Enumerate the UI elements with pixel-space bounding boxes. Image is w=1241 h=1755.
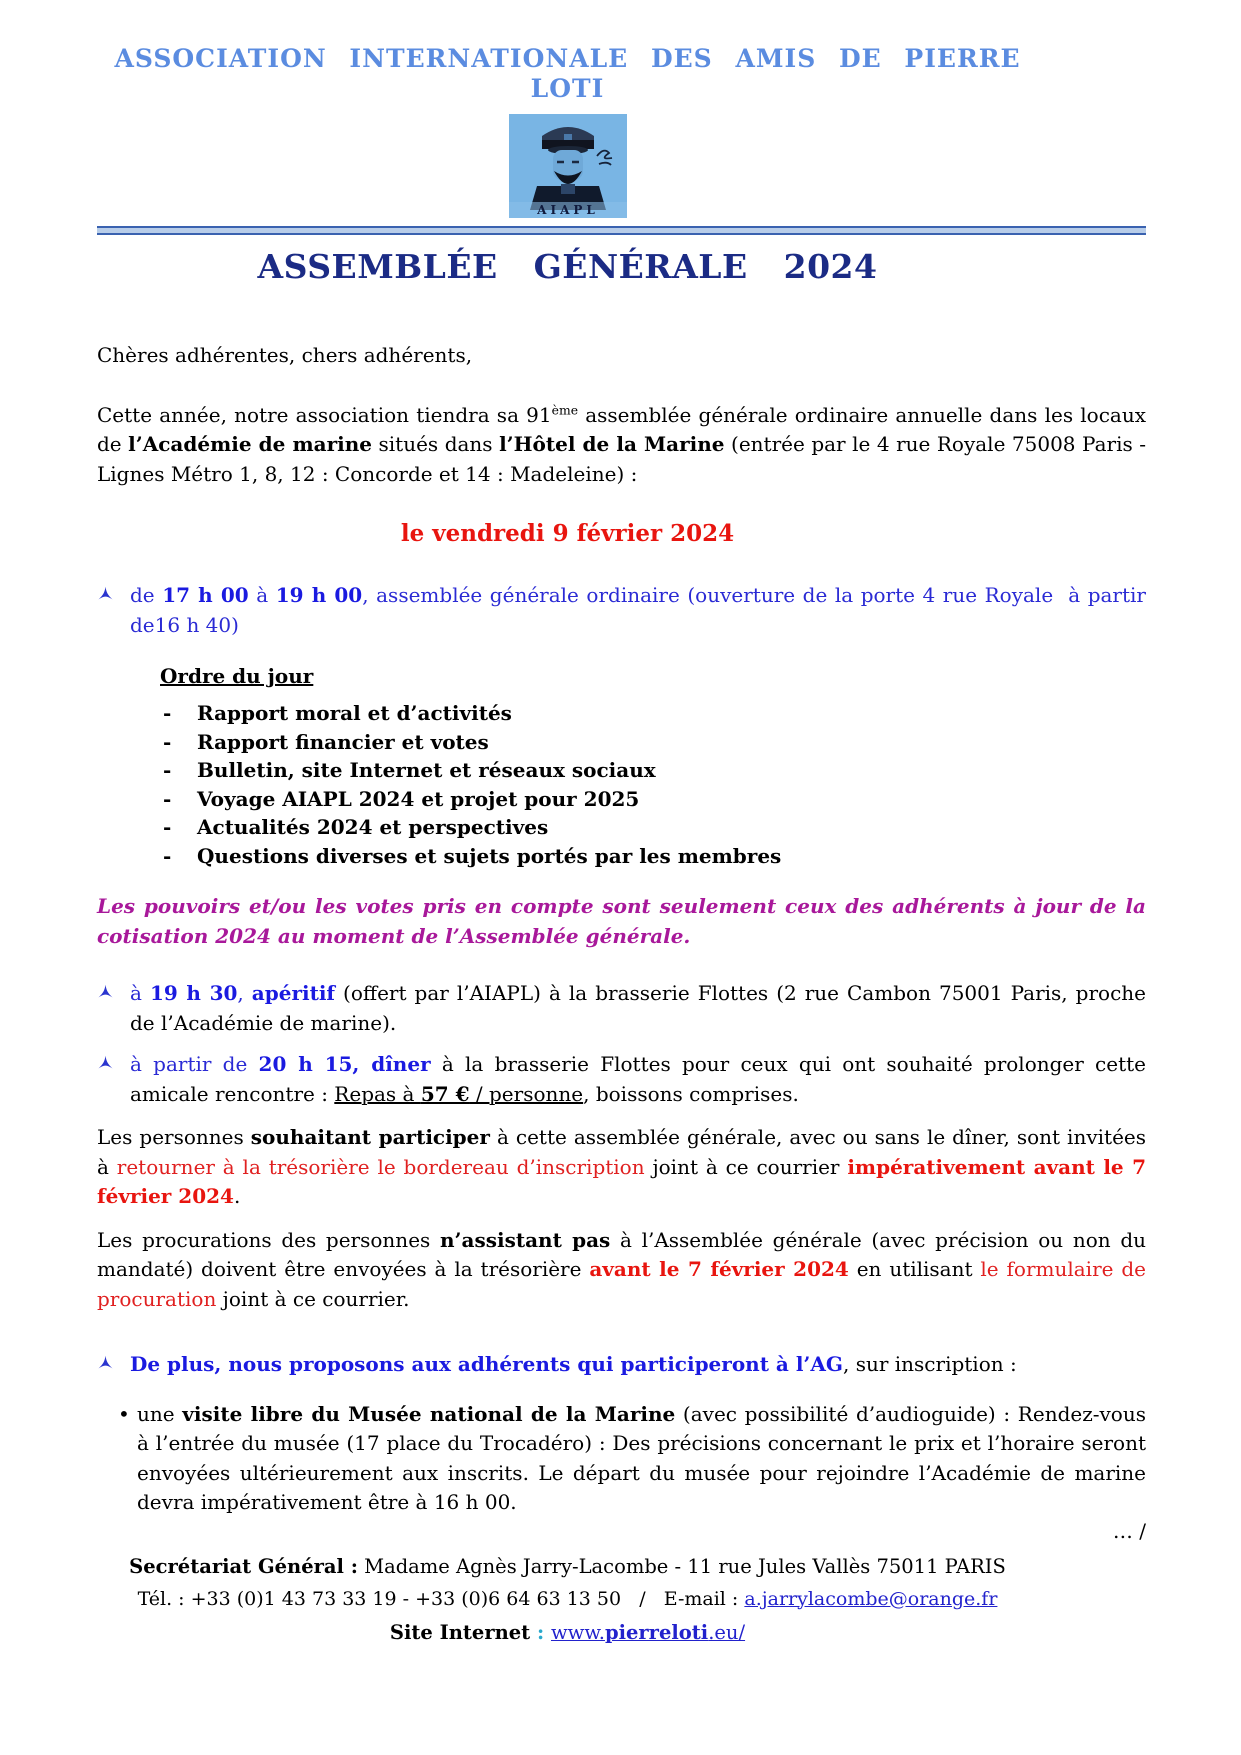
text-segment: Tél. : +33 (0)1 43 73 33 19 - +33 (0)6 64 63 13 50 / E-mail : [137,1587,745,1610]
text-segment: à [130,981,150,1005]
text-segment: 19 h 00 [275,583,363,607]
text-segment: joint à ce courrier [644,1154,848,1179]
salutation-text: Chères adhérentes, chers adhérents, [97,343,473,367]
votes-notice-text: Les pouvoirs et/ou les votes pris en compte sont seulement ceux des adhérents à jour de la cotisation 2024 au moment de l’Assemblée générale. [97,894,1146,948]
text-segment: à cette assemblée générale, avec ou sans le dîner, sont invitées à [97,1125,1147,1179]
text-segment: l’Académie de marine [128,432,373,456]
text-segment: n’assistant pas [439,1227,611,1252]
document-title: ASSEMBLÉE GÉNÉRALE 2024 [257,247,878,286]
text-segment: Secrétariat Général : [129,1554,358,1578]
text-segment: situés dans [372,432,500,456]
text-segment: 17 h 00 [162,583,249,607]
text-segment: 20 h 15, dîner [258,1052,431,1076]
dash-bullet: - [163,815,172,839]
intro-paragraph [97,401,1146,490]
text-segment: une [137,1401,183,1426]
text-segment: assemblée générale ordinaire annuelle dans les locaux de [97,402,1146,456]
text-segment: 57 € [420,1081,470,1106]
text-segment: souhaitant participer [250,1125,490,1149]
agenda-item [97,728,1146,757]
agenda-item [97,813,1146,842]
list-item-proposal [97,1350,1146,1380]
text-segment: en utilisant [848,1257,981,1281]
link[interactable]: .eu/ [708,1620,746,1644]
agenda-item [97,699,1146,728]
agenda-item-label: Rapport moral et d’activités [197,701,512,725]
agenda-item-label: Actualités 2024 et perspectives [197,815,549,839]
text-segment: joint à ce courrier. [216,1286,410,1311]
link[interactable]: a.jarrylacombe@orange.fr [744,1587,998,1610]
text-segment: à la brasserie Flottes pour ceux qui ont souhaité prolonger cette amicale rencontre : [130,1052,1146,1106]
agenda-item-label: Questions diverses et sujets portés par les membres [197,843,782,868]
text-segment: avant le 7 février 2024 [589,1257,849,1281]
text-segment: (offert par l’AIAPL) à la brasserie Flottes (2 rue Cambon 75001 Paris, proche de l’Académie de marine). [130,981,1147,1035]
dash-bullet: - [163,843,172,868]
text-segment: , sur inscription : [842,1352,1017,1376]
text-segment: : [530,1620,551,1644]
dot-bullet-icon: • [118,1401,130,1426]
list-item-aperitif [97,979,1146,1038]
museum-visit-text [137,1400,1146,1518]
list-item-dinner [97,1050,1146,1109]
text-segment: l’Hôtel de la Marine [499,432,725,456]
proposal-text [130,1350,1146,1380]
footer-website-line [97,1616,1038,1649]
registration-paragraph [97,1123,1146,1212]
proxies-paragraph [97,1226,1146,1315]
list-item-museum-visit [97,1400,1146,1518]
list-item-assembly-session [97,581,1146,640]
agenda-item [97,842,1146,871]
star-bullet-icon [97,984,114,1001]
text-segment: De plus, nous proposons aux adhérents qui participeront à l’AG [130,1352,843,1376]
agenda-list [97,699,1146,870]
link[interactable]: pierreloti [604,1620,709,1644]
agenda-heading: Ordre du jour [160,664,314,688]
text-segment: Madame Agnès Jarry-Lacombe - 11 rue Jules Vallès 75011 PARIS [357,1554,1006,1578]
dash-bullet: - [163,701,172,725]
agenda-item-label: Rapport financier et votes [197,729,489,754]
logo-container [97,114,1038,222]
star-bullet-icon [97,586,114,603]
org-name-heading: ASSOCIATION INTERNATIONALE DES AMIS DE PIERRE LOTI [114,44,1021,103]
agenda-item-label: Voyage AIAPL 2024 et projet pour 2025 [197,786,640,811]
text-segment: Les personnes [97,1125,251,1149]
text-segment: retourner à la trésorière le bordereau d’inscription [116,1154,645,1179]
dash-bullet: - [163,729,172,754]
text-segment: de [130,583,163,607]
text-segment: (entrée par le 4 rue Royale 75008 Paris - Lignes Métro 1, 8, 12 : Concorde et 14 : Madeleine) : [97,432,1147,486]
text-segment: . [233,1184,241,1208]
text-segment: à [248,583,276,607]
text-segment: impérativement avant le 7 février 2024 [97,1154,1147,1208]
star-bullet-icon [97,1355,114,1372]
aiapl-logo [509,114,627,218]
text-segment: Les procurations des personnes [97,1227,440,1252]
dinner-text [130,1050,1146,1109]
agenda-item [97,756,1146,785]
continuation-mark: … / [1112,1518,1146,1543]
agenda-item [97,785,1146,814]
aperitif-text [130,979,1146,1038]
footer [97,1550,1038,1649]
text-segment: 19 h 30 [149,981,238,1005]
text-segment: / personne [469,1081,584,1106]
logo-label: AIAPL [536,203,599,217]
footer-contact-line [97,1583,1038,1616]
text-segment: visite libre du Musée national de la Marine [182,1401,676,1426]
assembly-session-text [130,581,1146,640]
dash-bullet: - [163,786,172,811]
text-segment: à partir de [130,1052,259,1076]
text-segment: apéritif [251,981,336,1005]
text-segment: Site Internet [389,1620,531,1644]
link[interactable]: www. [550,1620,605,1644]
text-segment: (avec possibilité d’audioguide) : Rendez-vous à l’entrée du musée (17 place du Trocadéro) : Des précisions concernant le prix et l’horaire seront envoyées ultérieurement aux inscrits. Le départ du musée pour rejoindre l’Académie de marine devra impérativement être à 16 h 00. [137,1401,1146,1514]
text-segment: , assemblée générale ordinaire (ouverture de la porte 4 rue Royale à partir de16 h 40) [130,583,1146,637]
text-segment: ème [551,401,579,417]
dash-bullet: - [163,758,172,782]
text-segment: Repas à [334,1081,421,1106]
text-segment: le formulaire de procuration [97,1257,1146,1311]
footer-secretariat-line [97,1550,1038,1583]
event-date-text: le vendredi 9 février 2024 [400,520,735,547]
divider-rule [97,226,1146,235]
text-segment: , boissons comprises. [583,1081,799,1106]
agenda-item-label: Bulletin, site Internet et réseaux sociaux [197,758,656,782]
star-bullet-icon [97,1055,114,1072]
text-segment: à l’Assemblée générale (avec précision ou non du mandaté) doivent être envoyées à la trésorière [97,1227,1147,1281]
text-segment: Cette année, notre association tiendra sa 91 [97,402,552,427]
text-segment: , [237,981,252,1005]
